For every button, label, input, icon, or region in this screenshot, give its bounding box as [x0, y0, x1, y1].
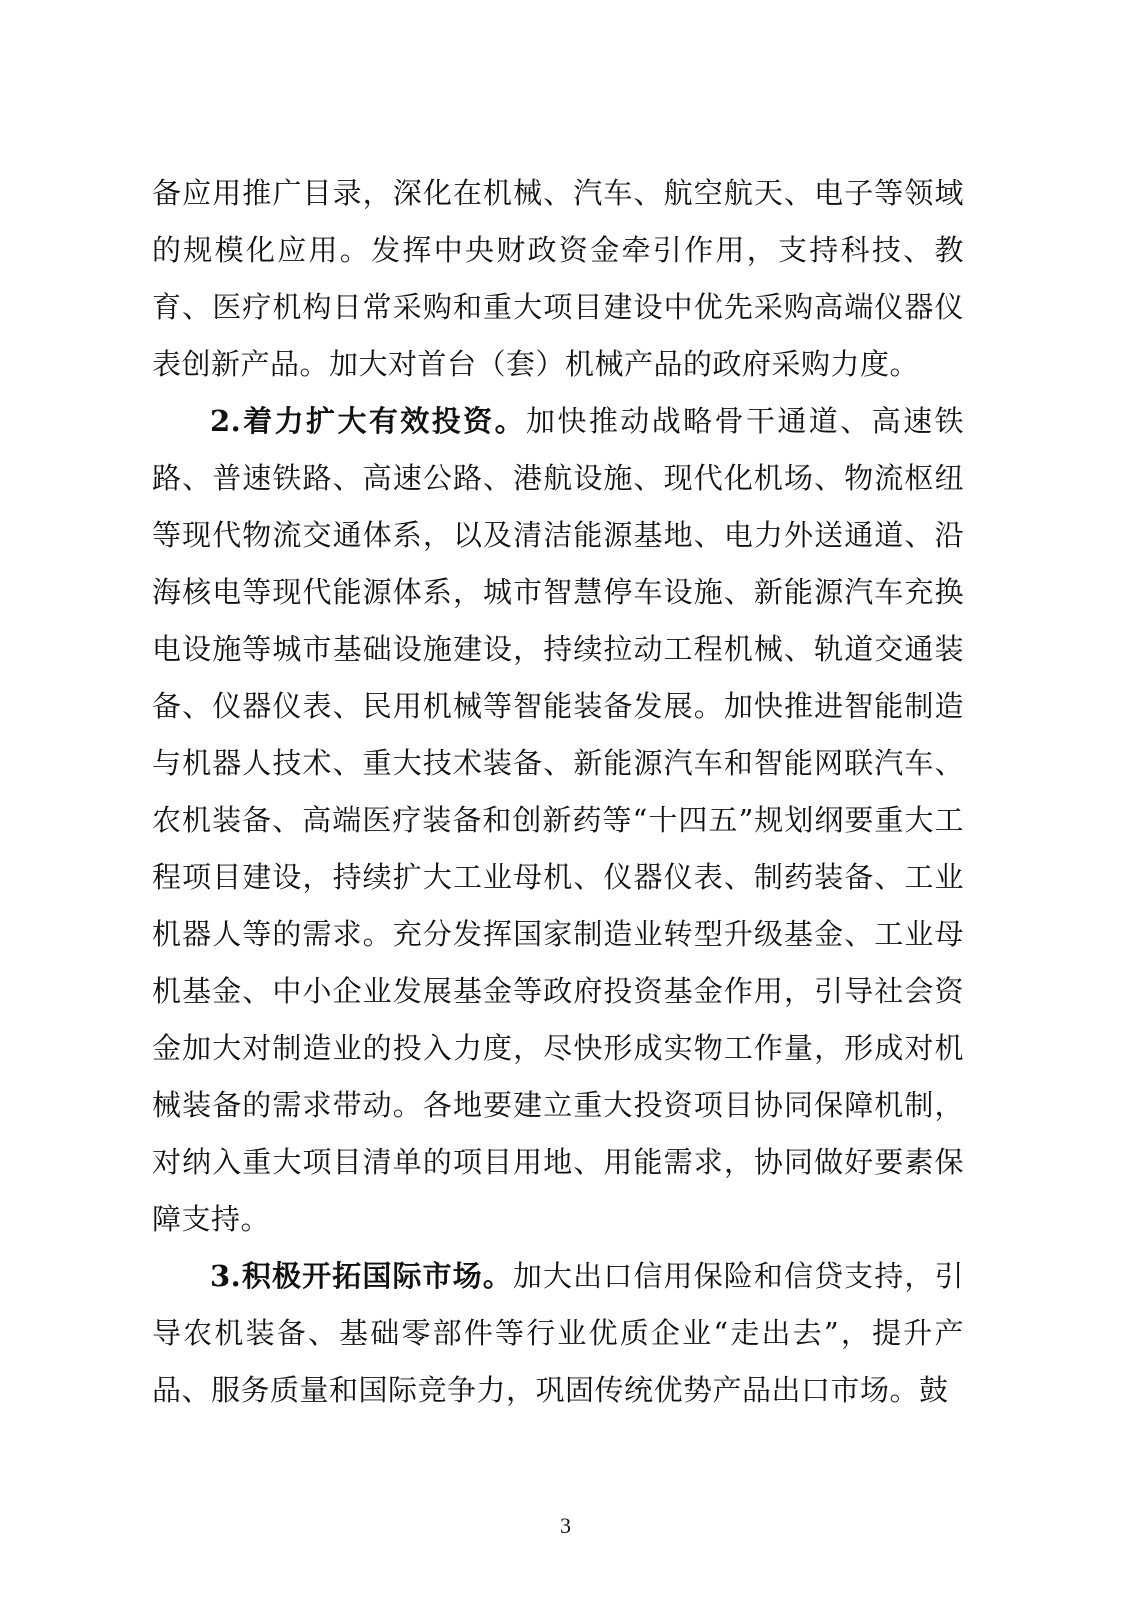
paragraph-continuation [152, 165, 964, 393]
body-text [152, 165, 964, 1419]
paragraph-text: 备应用推广目录，深化在机械、汽车、航空航天、电子等领域的规模化应用。发挥中央财政资金牵引作用，支持科技、教育、医疗机构日常采购和重大项目建设中优先采购高端仪器仪表创新产品。加大对首台（套）机械产品的政府采购力度。 [152, 176, 964, 381]
paragraph-text: 加快推动战略骨干通道、高速铁路、普速铁路、高速公路、港航设施、现代化机场、物流枢纽等现代物流交通体系，以及清洁能源基地、电力外送通道、沿海核电等现代能源体系，城市智慧停车设施、新能源汽车充换电设施等城市基础设施建设，持续拉动工程机械、轨道交通装备、仪器仪表、民用机械等智能装备发展。加快推进智能制造与机器人技术、重大技术装备、新能源汽车和智能网联汽车、农机装备、高端医疗装备和创新药等“十四五”规划纲要重大工程项目建设，持续扩大工业母机、仪器仪表、制药装备、工业机器人等的需求。充分发挥国家制造业转型升级基金、工业母机基金、中小企业发展基金等政府投资基金作用，引导社会资金加大对制造业的投入力度，尽快形成实物工作量，形成对机械装备的需求带动。各地要建立重大投资项目协同保障机制，对纳入重大项目清单的项目用地、用能需求，协同做好要素保障支持。 [152, 404, 964, 1236]
page-number: 3 [560, 1513, 571, 1538]
paragraph-heading: 2.着力扩大有效投资。 [210, 404, 526, 438]
paragraph-effective-investment [152, 393, 964, 1248]
paragraph-international-market [152, 1248, 964, 1419]
paragraph-text: 加大出口信用保险和信贷支持，引导农机装备、基础零部件等行业优质企业“走出去”，提升产品、服务质量和国际竞争力，巩固传统优势产品出口市场。鼓 [152, 1259, 964, 1407]
paragraph-heading: 3.积极开拓国际市场。 [210, 1259, 513, 1293]
